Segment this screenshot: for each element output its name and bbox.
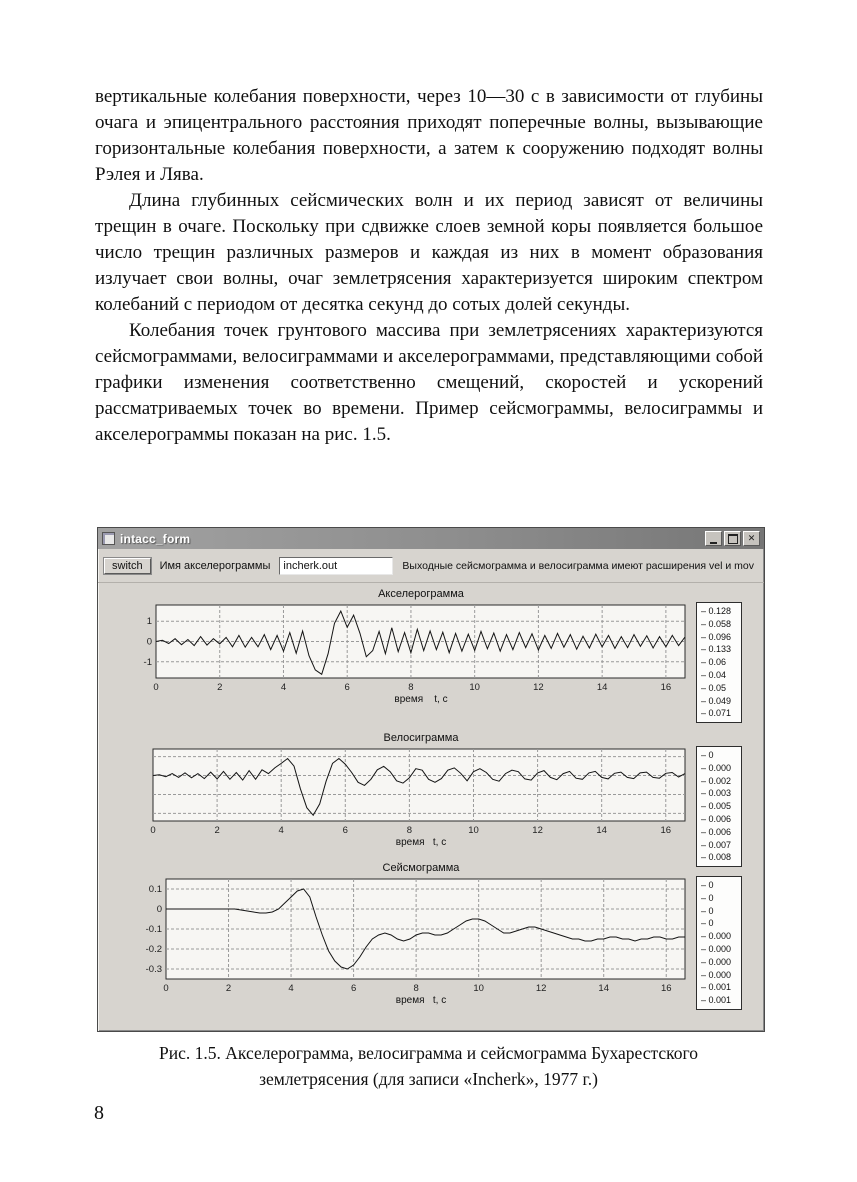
- accelerogram-plot: [106, 602, 756, 694]
- svg-text:6: 6: [350, 983, 357, 994]
- svg-text:6: 6: [342, 825, 348, 836]
- filename-input[interactable]: [279, 557, 393, 575]
- svg-text:2: 2: [217, 682, 223, 693]
- x-axis-label: время t, с: [395, 837, 447, 848]
- x-axis-label: время t, с: [394, 694, 448, 705]
- velocigram-chart: [106, 732, 756, 863]
- svg-text:4: 4: [278, 825, 284, 836]
- chart-title: Велосиграмма: [383, 732, 459, 744]
- toolbar-note: Выходные сейсмограмма и велосиграмма имеют расширения vel и mov: [402, 559, 754, 572]
- window-title: intacc_form: [120, 531, 191, 546]
- svg-text:14: 14: [596, 825, 607, 836]
- svg-text:8: 8: [408, 682, 414, 693]
- svg-text:-1: -1: [143, 656, 152, 668]
- svg-text:0: 0: [153, 682, 159, 693]
- window-icon: [102, 532, 115, 545]
- svg-text:16: 16: [660, 825, 672, 836]
- values-panel: – 0.128 – 0.058 – 0.096 – 0.133 – 0.06 – 0.04 – 0.05 – 0.049 – 0.071: [696, 602, 742, 723]
- caption-line: Рис. 1.5. Акселерограмма, велосиграмма и сейсмограмма Бухарестского: [159, 1043, 698, 1063]
- svg-text:-0.1: -0.1: [145, 924, 162, 935]
- velocigram-plot: [106, 746, 756, 837]
- chart-title: Сейсмограмма: [382, 862, 460, 874]
- window-buttons: [705, 531, 760, 546]
- chart-title: Акселерограмма: [378, 588, 464, 600]
- svg-text:0.1: 0.1: [148, 884, 162, 895]
- svg-text:12: 12: [535, 983, 547, 994]
- seismogram-chart: [106, 862, 756, 1008]
- seismogram-plot: [106, 876, 756, 995]
- paragraph: вертикальные колебания поверхности, через 10—30 с в зависимости от глубины очага и эпицентрального расстояния приходят поперечные волны, вызывающие горизонтальные колебания поверхности, а затем к сооружению подходят волны Рэлея и Лява.: [95, 86, 763, 185]
- svg-text:0: 0: [156, 904, 162, 915]
- svg-text:2: 2: [214, 825, 220, 836]
- page-number: 8: [94, 1102, 104, 1124]
- svg-text:10: 10: [468, 825, 479, 836]
- svg-text:0: 0: [163, 983, 169, 994]
- values-panel: – 0 – 0.000 – 0.002 – 0.003 – 0.005 – 0.006 – 0.006 – 0.007 – 0.008: [696, 746, 742, 867]
- switch-button[interactable]: switch: [104, 558, 151, 574]
- figure-caption: [0, 1040, 857, 1092]
- svg-text:14: 14: [598, 983, 609, 994]
- window-toolbar: [98, 549, 764, 583]
- svg-text:16: 16: [660, 682, 672, 693]
- body-text: [95, 84, 763, 448]
- svg-text:-0.2: -0.2: [145, 944, 162, 955]
- values-panel: – 0 – 0 – 0 – 0 – 0.000 – 0.000 – 0.000 – 0.000 – 0.001 – 0.001: [696, 876, 742, 1010]
- svg-text:12: 12: [532, 825, 543, 836]
- close-button[interactable]: ✕: [743, 531, 760, 546]
- svg-text:8: 8: [413, 983, 419, 994]
- svg-text:0: 0: [150, 825, 156, 836]
- svg-text:-0.3: -0.3: [145, 964, 162, 975]
- accelerogram-chart: [106, 588, 756, 719]
- caption-line: землетрясения (для записи «Incherk», 1977 г.): [259, 1069, 598, 1089]
- svg-text:8: 8: [406, 825, 413, 836]
- svg-text:12: 12: [533, 682, 544, 693]
- paragraph: Колебания точек грунтового массива при землетрясениях характеризуются сейсмограммами, велосиграммами и акселерограммами, представляющими собой графики изменения соответственно смещений, скоростей и ускорений рассматриваемых точек во времени. Пример сейсмограммы, велосиграммы и акселерограммы показан на рис. 1.5.: [95, 320, 763, 445]
- svg-text:0: 0: [146, 636, 152, 648]
- maximize-icon: [728, 534, 738, 544]
- window-titlebar: [98, 528, 764, 549]
- maximize-button[interactable]: [724, 531, 741, 546]
- svg-text:16: 16: [660, 983, 672, 994]
- svg-text:10: 10: [473, 983, 484, 994]
- minimize-icon: [710, 534, 717, 544]
- svg-text:4: 4: [280, 682, 287, 693]
- svg-text:1: 1: [146, 616, 152, 628]
- x-axis-label: время t, с: [395, 995, 447, 1006]
- paragraph: Длина глубинных сейсмических волн и их период зависят от величины трещин в очаге. Поскольку при сдвижке слоев земной коры появляется большое число трещин различных размеров и каждая из них в момент образования излучает свои волны, очаг землетрясения характеризуется широким спектром колебаний с периодом от десятка секунд до сотых долей секунды.: [95, 190, 763, 315]
- app-window: [97, 527, 765, 1032]
- svg-text:14: 14: [596, 682, 608, 693]
- svg-text:2: 2: [225, 983, 232, 994]
- minimize-button[interactable]: [705, 531, 722, 546]
- svg-text:6: 6: [344, 682, 350, 693]
- filename-label: Имя акселерограммы: [159, 559, 271, 572]
- svg-text:10: 10: [469, 682, 480, 693]
- svg-text:4: 4: [288, 983, 294, 994]
